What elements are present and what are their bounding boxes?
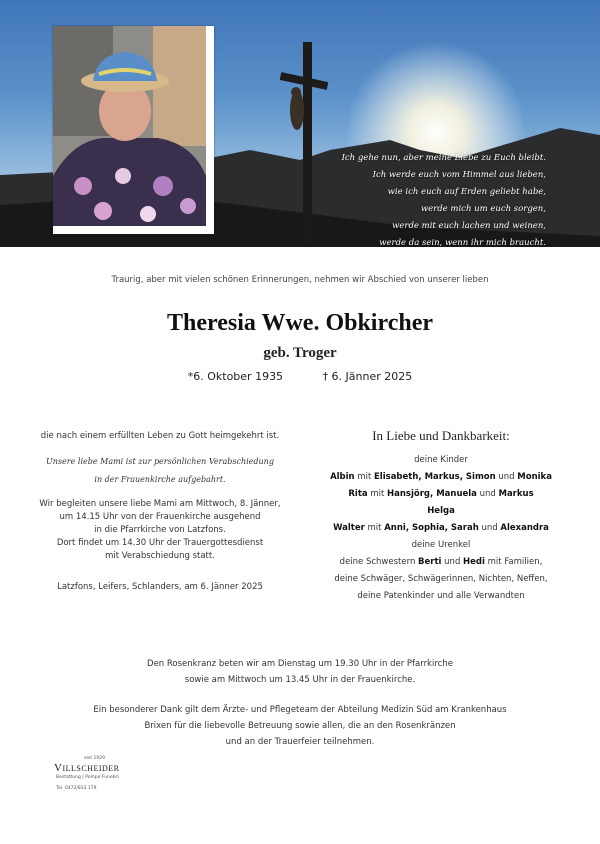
- connector-text: mit Familien,: [484, 557, 543, 567]
- mourner-name: Elisabeth, Markus, Simon: [374, 472, 496, 482]
- connector-text: und: [441, 557, 464, 567]
- funeral-text-line: Wir begleiten unsere liebe Mami am Mittwoch, 8. Jänner,: [39, 499, 281, 509]
- birth-name: geb. Troger: [263, 345, 337, 361]
- intro-text: Traurig, aber mit vielen schönen Erinnerungen, nehmen wir Abschied von unserer lieben: [111, 275, 489, 285]
- farewell-poem: [316, 150, 546, 247]
- relatives-line: deine Schwäger, Schwägerinnen, Nichten, Neffen,: [334, 574, 548, 584]
- mourner-name: Anni, Sophia, Sarah: [384, 523, 479, 533]
- funeral-text-line: um 14.15 Uhr von der Frauenkirche ausgehend: [59, 512, 261, 522]
- connector-text: mit: [364, 523, 385, 533]
- mourner-row: [310, 469, 572, 486]
- mourner-name: Hedi: [463, 557, 485, 567]
- life-dates: [0, 370, 600, 383]
- connector-text: und: [476, 489, 499, 499]
- thanks-text: Brixen für die liebevolle Betreuung sowie allen, die an den Rosenkränzen: [144, 721, 456, 731]
- mourners-heading: In Liebe und Dankbarkeit:: [372, 428, 510, 443]
- mourner-name: Hansjörg, Manuela: [387, 489, 477, 499]
- place-date: Latzfons, Leifers, Schlanders, am 6. Jänner 2025: [57, 582, 263, 592]
- mourner-name: Markus: [498, 489, 534, 499]
- funeral-text-line: mit Verabschiedung statt.: [105, 551, 215, 561]
- header-banner: [0, 0, 600, 247]
- funeral-text-line: in die Pfarrkirche von Latzfons.: [94, 525, 226, 535]
- viewing-text: Unsere liebe Mami ist zur persönlichen Verabschiedung: [46, 457, 274, 466]
- logo-since: seit 1929: [84, 756, 106, 761]
- poem-line: werde mich um euch sorgen,: [420, 204, 546, 214]
- mourners-column: [310, 428, 572, 605]
- funeral-home-logo: [54, 756, 144, 791]
- mourner-name: Helga: [427, 506, 455, 516]
- mourner-name: Rita: [348, 489, 368, 499]
- mourner-row: [310, 486, 572, 503]
- connector-text: und: [495, 472, 518, 482]
- funeral-text-line: Dort findet um 14.30 Uhr der Trauergottesdienst: [56, 538, 264, 548]
- viewing-location-text: in der Frauenkirche aufgebahrt.: [94, 475, 226, 484]
- connector-text: deine Schwestern: [339, 557, 419, 567]
- rosary-text: Den Rosenkranz beten wir am Dienstag um 19.30 Uhr in der Pfarrkirche: [147, 659, 453, 669]
- mourner-name: Albin: [330, 472, 355, 482]
- mourner-name: Berti: [418, 557, 442, 567]
- children-label: deine Kinder: [414, 455, 468, 465]
- grandchildren-label: deine Urenkel: [411, 540, 471, 550]
- connector-text: mit: [367, 489, 388, 499]
- mourner-name: Monika: [517, 472, 552, 482]
- rosary-text: sowie am Mittwoch um 13.45 Uhr in der Frauenkirche.: [184, 675, 416, 685]
- mourner-row: [310, 520, 572, 537]
- birth-date: *6. Oktober 1935: [187, 370, 284, 383]
- portrait-photo: [53, 26, 214, 234]
- logo-phone: Tel. 0472/833 179: [56, 786, 97, 791]
- poem-line: Ich werde euch vom Himmel aus lieben,: [372, 170, 546, 180]
- mourner-name: Walter: [333, 523, 365, 533]
- thanks-text: Ein besonderer Dank gilt dem Ärzte- und Pflegeteam der Abteilung Medizin Süd am Krankenhaus: [93, 705, 507, 715]
- thanks-text: und an der Trauerfeier teilnehmen.: [225, 737, 375, 747]
- mourner-row: [310, 503, 572, 520]
- poem-line: Ich gehe nun, aber meine Liebe zu Euch bleibt.: [341, 153, 546, 163]
- poem-line: wie ich euch auf Erden geliebt habe,: [387, 187, 546, 197]
- death-date: † 6. Jänner 2025: [322, 370, 413, 383]
- mourner-name: Alexandra: [500, 523, 549, 533]
- poem-line: werde mit euch lachen und weinen,: [392, 221, 546, 231]
- deceased-name: Theresia Wwe. Obkircher: [167, 310, 433, 336]
- portrait-image: [53, 26, 206, 226]
- closing-text: [0, 656, 600, 750]
- poem-line: werde da sein, wenn ihr mich braucht.: [379, 238, 546, 247]
- connector-text: mit: [354, 472, 374, 482]
- returned-to-god-text: die nach einem erfüllten Leben zu Gott heimgekehrt ist.: [40, 431, 280, 441]
- announcement-column: [30, 430, 290, 594]
- logo-brand: Villscheider: [54, 762, 120, 774]
- connector-text: und: [478, 523, 501, 533]
- mourner-row: [310, 554, 572, 571]
- relatives-line: deine Patenkinder und alle Verwandten: [357, 591, 525, 601]
- logo-subtitle: Bestattung | Pompe Funebri: [56, 775, 119, 780]
